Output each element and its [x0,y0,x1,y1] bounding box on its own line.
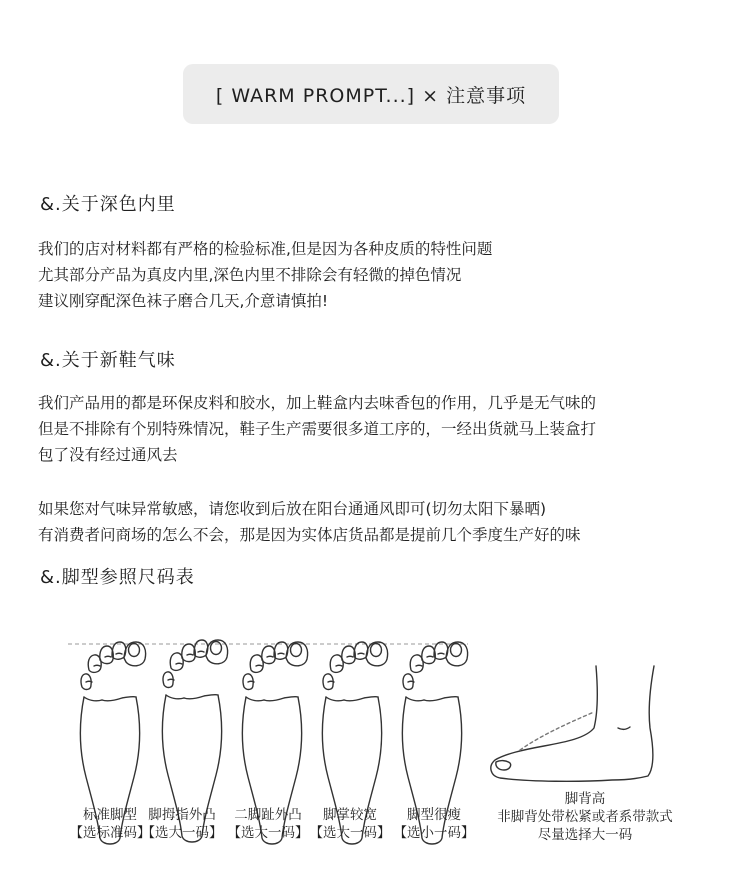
foot-type-name: 标准脚型 [83,807,137,823]
foot-type-name: 脚掌较宽 [323,807,377,823]
smell-line-5: 有消费者问商场的怎么不会，那是因为实体店货品都是提前几个季度生产好的味 [38,526,581,544]
header-title: [ WARM PROMPT...] × 注意事项 [215,84,527,107]
warm-prompt-header [183,64,559,124]
foot-type-big-toe [132,806,232,842]
section-title-dark-lining: &.关于深色内里 [40,194,176,215]
foot-type-size: 【选大一码】 [227,825,309,841]
section-title-foot-size-chart: &.脚型参照尺码表 [40,567,195,588]
smell-line-3: 包了没有经过通风去 [38,446,178,464]
section-title-new-shoe-smell: &.关于新鞋气味 [40,350,176,371]
foot-type-name: 二脚趾外凸 [234,807,302,823]
instep-line-1: 脚背高 [564,791,606,807]
dark-lining-line-2: 尤其部分产品为真皮内里,深色内里不排除会有轻微的掉色情况 [38,266,462,284]
foot-type-size: 【选小一码】 [393,825,475,841]
smell-line-4: 如果您对气味异常敏感，请您收到后放在阳台通通风即可(切勿太阳下暴晒) [38,500,547,518]
dark-lining-line-1: 我们的店对材料都有严格的检验标准,但是因为各种皮质的特性问题 [38,240,493,258]
smell-paragraph-1 [38,390,596,468]
instep-line-3: 尽量选择大一码 [537,827,633,843]
dark-lining-line-3: 建议刚穿配深色袜子磨合几天,介意请慎拍! [38,292,329,310]
foot-type-size: 【选大一码】 [309,825,391,841]
smell-paragraph-2 [38,496,581,548]
instep-side-drawing [491,666,654,781]
dark-lining-paragraph [38,236,492,314]
foot-type-name: 脚型很瘦 [407,807,461,823]
foot-type-slim [384,806,484,842]
foot-type-size: 【选大一码】 [141,825,223,841]
foot-type-size: 【选标准码】 [69,825,151,841]
instep-line-2: 非脚背处带松紧或者系带款式 [497,809,673,825]
instep-caption [480,790,690,844]
smell-line-2: 但是不排除有个别特殊情况，鞋子生产需要很多道工序的，一经出货就马上装盒打 [38,420,597,438]
foot-type-name: 脚拇指外凸 [148,807,216,823]
smell-line-1: 我们产品用的都是环保皮料和胶水，加上鞋盒内去味香包的作用，几乎是无气味的 [38,394,597,412]
foot-type-figure [0,600,750,868]
